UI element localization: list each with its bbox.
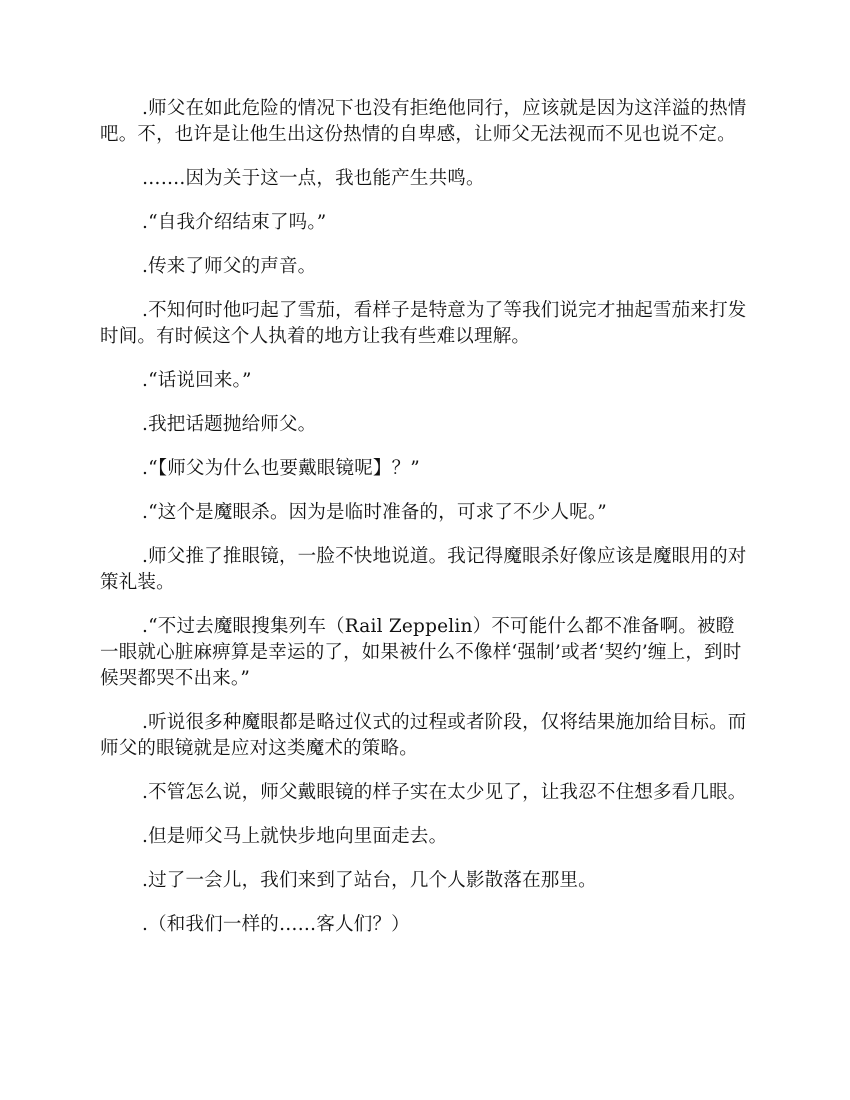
paragraph-7: .我把话题抛给师父。 (142, 414, 317, 435)
paragraph-4: .传来了师父的声音。 (142, 256, 317, 277)
paragraph-1: .师父在如此危险的情况下也没有拒绝他同行，应该就是因为这洋溢的热情吧。不，也许是让他生出这份热情的自卑感，让师父无法视而不见也说不定。 (100, 98, 747, 145)
paragraph-15: .过了一会儿，我们来到了站台，几个人影散落在那里。 (142, 870, 597, 891)
paragraph-8: .“【师父为什么也要戴眼镜呢】？” (142, 458, 420, 479)
paragraph-16: .（和我们一样的……客人们？） (142, 914, 410, 935)
paragraph-9: .“这个是魔眼杀。因为是临时准备的，可求了不少人呢。” (142, 502, 607, 523)
paragraph-2: …….因为关于这一点，我也能产生共鸣。 (142, 168, 485, 189)
paragraph-14: .但是师父马上就快步地向里面走去。 (142, 826, 448, 847)
paragraph-11: .“不过去魔眼搜集列车（Rail Zeppelin）不可能什么都不准备啊。被瞪一眼就心脏麻痹算是幸运的了，如果被什么不像样‘强制’或者‘契约’缠上，到时候哭都哭不出来。” (100, 616, 742, 689)
paragraph-6: .“话说回来。” (142, 370, 252, 391)
paragraph-5: .不知何时他叼起了雪茄，看样子是特意为了等我们说完才抽起雪茄来打发时间。有时候这个人执着的地方让我有些难以理解。 (100, 300, 747, 347)
paragraph-10: .师父推了推眼镜，一脸不快地说道。我记得魔眼杀好像应该是魔眼用的对策礼装。 (100, 546, 747, 593)
paragraph-12: .听说很多种魔眼都是略过仪式的过程或者阶段，仅将结果施加给目标。而师父的眼镜就是应对这类魔术的策略。 (100, 712, 747, 759)
paragraph-13: .不管怎么说，师父戴眼镜的样子实在太少见了，让我忍不住想多看几眼。 (142, 782, 747, 803)
paragraph-3: .“自我介绍结束了吗。” (142, 212, 327, 233)
document-page (100, 96, 752, 956)
